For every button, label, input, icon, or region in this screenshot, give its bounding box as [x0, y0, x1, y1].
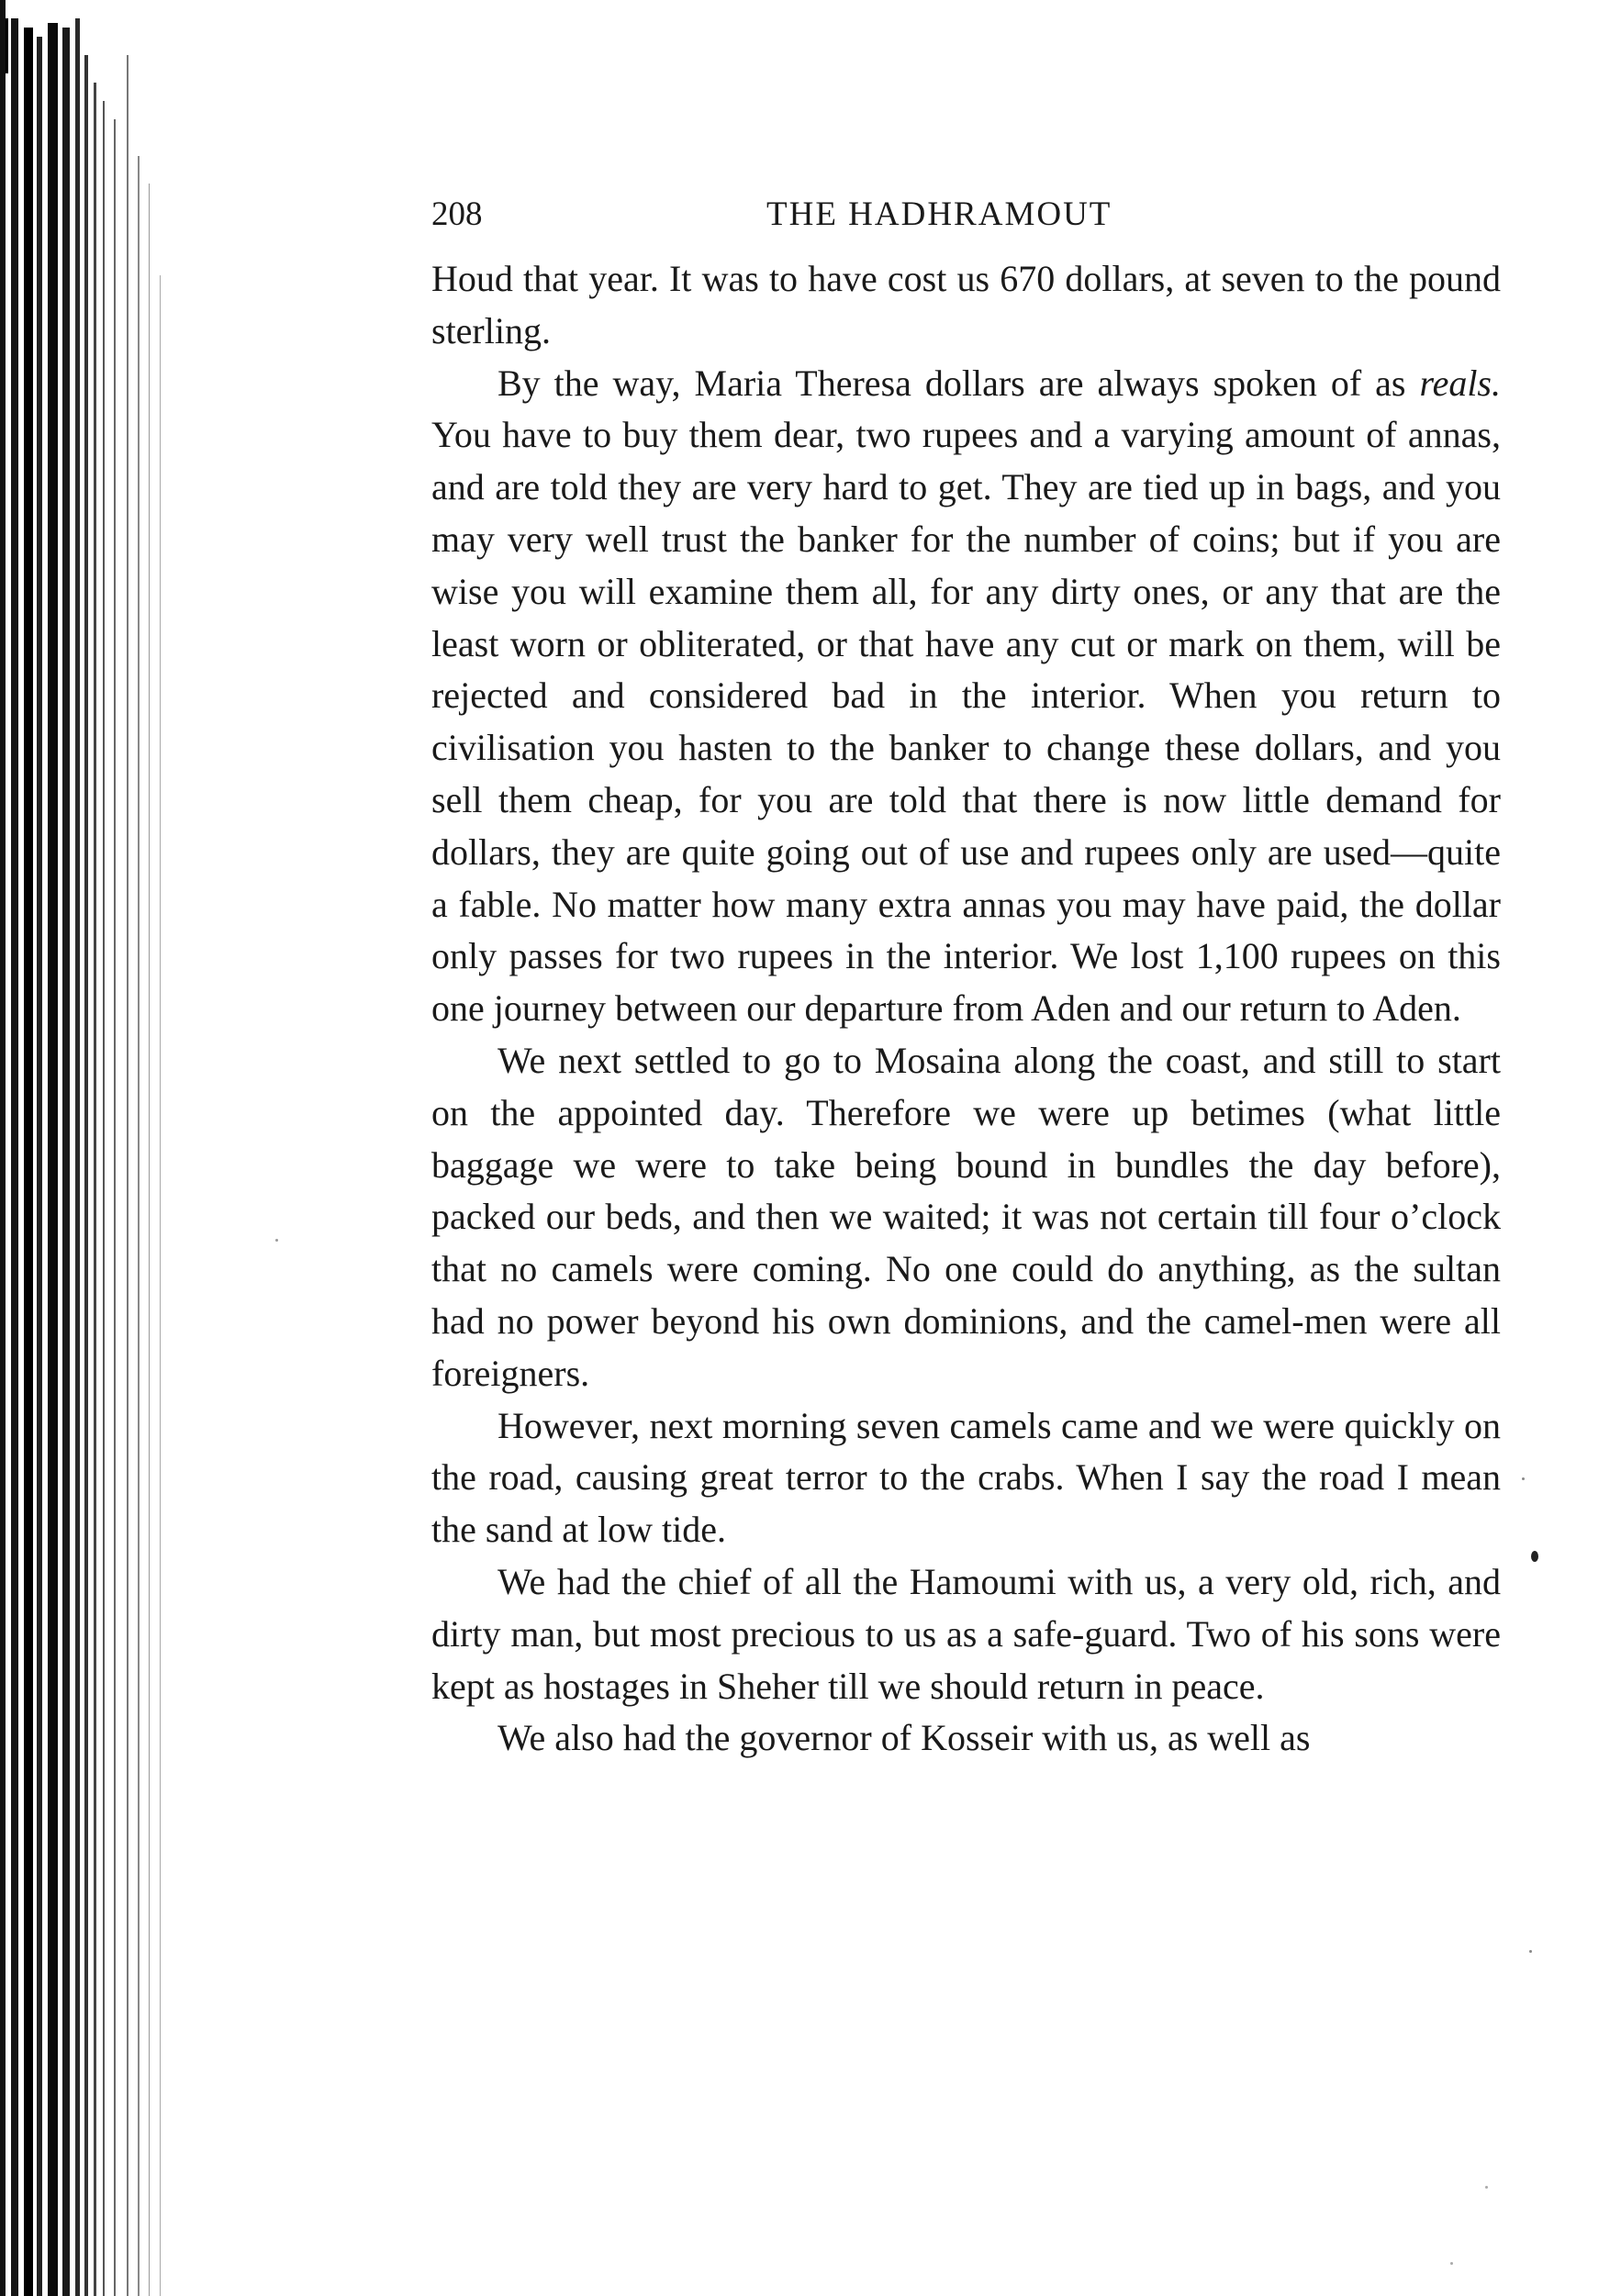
paragraph-camels: However, next morning seven camels came and we were quickly on the road, causing great terror to the crabs. When I say the road I mean the sand at low tide. — [431, 1404, 1501, 1551]
paragraph-continued: Houd that year. It was to have cost us 670 dollars, at seven to the pound sterling. — [431, 258, 1501, 351]
scan-speck — [1485, 2186, 1488, 2189]
scan-speck — [1450, 2262, 1453, 2265]
paragraph-text: By the way, Maria Theresa dollars are always spoken of as — [497, 362, 1420, 404]
scanned-binding-edge — [0, 0, 184, 2296]
running-title: THE HADHRAMOUT — [766, 195, 1112, 233]
paragraph-kosseir-governor: We also had the governor of Kosseir with us, as well as — [497, 1717, 1311, 1759]
paragraph-maria-theresa-dollars — [431, 358, 1501, 1035]
body-text — [431, 253, 1501, 1765]
running-head — [431, 184, 1501, 239]
scan-speck — [1529, 1950, 1532, 1953]
scan-speck — [275, 1239, 278, 1242]
book-page — [431, 184, 1501, 1765]
scan-speck — [1522, 1477, 1525, 1480]
paragraph-hamoumi-chief: We had the chief of all the Hamoumi with us, a very old, rich, and dirty man, but most precious to us as a safe-guard. Two of his sons were kept as hostages in Sheher till we should return in peace. — [431, 1560, 1501, 1707]
scan-speck — [1531, 1551, 1538, 1562]
page-number: 208 — [431, 195, 483, 233]
paragraph-text: You have to buy them dear, two rupees and a varying amount of annas, and are told they are very hard to get. They are tied up in bags, and you may very well trust the banker for the number of coins; but if you are wise you will examine them all, for any dirty ones, or any that are the least worn or obliterated, or that have any cut or mark on them, will be rejected and considered bad in the interior. When you return to civilisation you hasten to the banker to change these dollars, and you sell them cheap, for you are told that there is now little demand for dollars, they are quite going out of use and rupees only are used—quite a fable. No matter how many extra annas you may have paid, the dollar only passes for two rupees in the interior. We lost 1,100 rupees on this one journey between our departure from Aden and our return to Aden. — [431, 414, 1501, 1030]
paragraph-mosaina: We next settled to go to Mosaina along the coast, and still to start on the appointed day. Therefore we were up betimes (what little baggage we were to take being bound in bundles the day before), packed our beds, and then we waited; it was not certain till four o’clock that no camels were coming. No one could do anything, as the sultan had no power beyond his own dominions, and the camel-men were all foreigners. — [431, 1039, 1501, 1394]
italic-term: reals. — [1419, 362, 1501, 404]
